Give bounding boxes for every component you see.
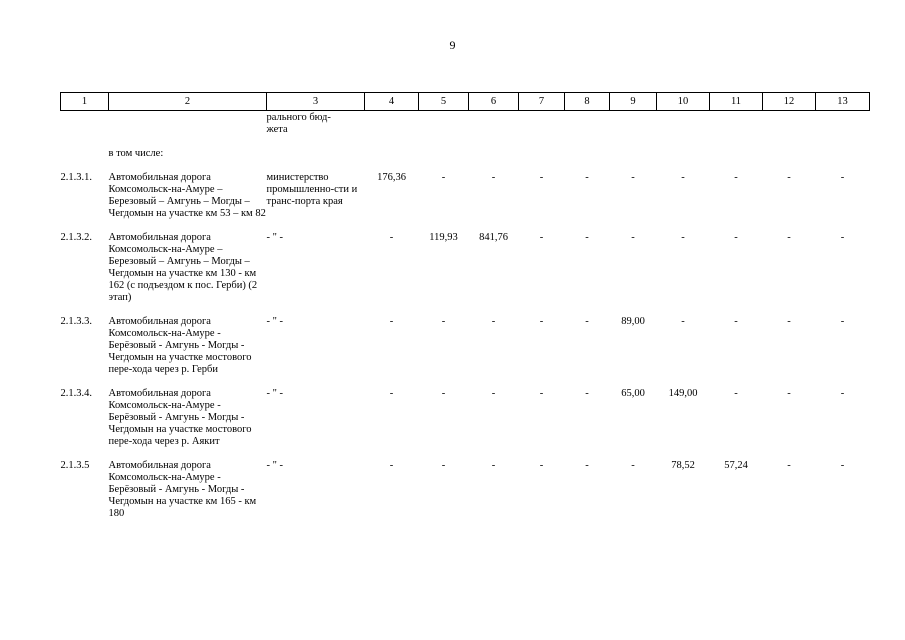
row-name: Автомобильная дорога Комсомольск-на-Амуре – Березовый – Амгунь – Могды – Чегдомын на участке км 130 - км 162 (с подъездом к пос. Герби) (2 этап) <box>108 232 258 303</box>
row-value: - <box>539 460 544 471</box>
row-value: - <box>787 316 791 327</box>
row-value: 57,24 <box>724 460 748 471</box>
continuation-row <box>61 111 870 137</box>
subheader-row <box>61 136 870 160</box>
row-value: 119,93 <box>429 232 458 243</box>
row-value: - <box>681 316 685 327</box>
column-header: 1 <box>61 93 109 111</box>
row-value: - <box>734 388 738 399</box>
row-executor: - " - <box>266 388 284 399</box>
row-value: - <box>491 172 496 183</box>
program-table <box>60 92 870 520</box>
column-header: 3 <box>267 93 365 111</box>
table-row <box>61 448 870 520</box>
column-header: 8 <box>565 93 610 111</box>
row-value: 65,00 <box>621 388 645 399</box>
row-executor: - " - <box>266 460 284 471</box>
row-value: - <box>681 232 685 243</box>
row-value: - <box>585 172 589 183</box>
row-value: - <box>840 172 845 183</box>
column-header: 6 <box>469 93 519 111</box>
row-value: - <box>491 388 496 399</box>
row-value: - <box>539 316 544 327</box>
row-executor: - " - <box>266 232 284 243</box>
row-value: - <box>840 460 845 471</box>
row-number: 2.1.3.1. <box>60 172 92 183</box>
row-value: - <box>631 172 635 183</box>
row-value: 841,76 <box>479 232 508 243</box>
column-header: 12 <box>763 93 816 111</box>
column-header: 13 <box>816 93 870 111</box>
page-number: 9 <box>449 38 456 52</box>
row-value: - <box>491 460 496 471</box>
row-value: - <box>787 388 791 399</box>
row-number: 2.1.3.5 <box>60 460 90 471</box>
row-value: - <box>787 172 791 183</box>
row-executor: министерство промышленно-сти и транс-порта края <box>266 172 358 207</box>
row-value: - <box>441 460 446 471</box>
row-number: 2.1.3.3. <box>60 316 92 327</box>
table-row <box>61 304 870 376</box>
row-value: - <box>585 388 589 399</box>
row-value: - <box>539 388 544 399</box>
row-value: - <box>389 460 394 471</box>
table-row <box>61 160 870 220</box>
column-header: 2 <box>109 93 267 111</box>
column-header: 4 <box>365 93 419 111</box>
column-header: 7 <box>519 93 565 111</box>
row-value: - <box>389 232 394 243</box>
row-executor: - " - <box>266 316 284 327</box>
row-value: - <box>734 232 738 243</box>
table-row <box>61 376 870 448</box>
row-value: - <box>734 316 738 327</box>
row-value: - <box>681 172 685 183</box>
continuation-text: рального бюд- жета <box>266 112 331 135</box>
row-value: - <box>787 232 791 243</box>
row-value: - <box>787 460 791 471</box>
row-number: 2.1.3.4. <box>60 388 92 399</box>
row-value: - <box>441 316 446 327</box>
row-value: - <box>840 316 845 327</box>
row-value: - <box>585 460 589 471</box>
row-value: - <box>539 232 544 243</box>
row-value: - <box>539 172 544 183</box>
row-value: - <box>389 316 394 327</box>
table-row <box>61 220 870 304</box>
row-value: - <box>389 388 394 399</box>
row-value: 78,52 <box>671 460 695 471</box>
row-value: 176,36 <box>377 172 406 183</box>
row-value: - <box>585 232 589 243</box>
row-name: Автомобильная дорога Комсомольск-на-Амуре - Берёзовый - Амгунь - Могды - Чегдомын на участке км 165 - км 180 <box>108 460 257 519</box>
row-value: - <box>491 316 496 327</box>
column-header: 10 <box>657 93 710 111</box>
row-value: - <box>631 232 635 243</box>
row-value: 89,00 <box>621 316 645 327</box>
column-header: 5 <box>419 93 469 111</box>
row-value: - <box>631 460 635 471</box>
row-name: Автомобильная дорога Комсомольск-на-Амуре - Берёзовый - Амгунь - Могды - Чегдомын на участке мостового пере-хода через р. Аякит <box>108 388 252 447</box>
row-name: Автомобильная дорога Комсомольск-на-Амуре - Берёзовый - Амгунь - Могды - Чегдомын на участке мостового пере-хода через р. Герби <box>108 316 252 375</box>
row-value: - <box>840 388 845 399</box>
row-value: - <box>840 232 845 243</box>
row-number: 2.1.3.2. <box>60 232 92 243</box>
row-value: - <box>734 172 738 183</box>
row-value: - <box>585 316 589 327</box>
column-header: 9 <box>610 93 657 111</box>
header-row <box>61 93 870 111</box>
row-value: - <box>441 388 446 399</box>
row-value: - <box>441 172 446 183</box>
row-name: Автомобильная дорога Комсомольск-на-Амуре – Березовый – Амгунь – Могды – Чегдомын на участке км 53 – км 82 <box>108 172 266 219</box>
column-header: 11 <box>710 93 763 111</box>
subheader-text: в том числе: <box>108 148 164 159</box>
row-value: 149,00 <box>668 388 698 399</box>
